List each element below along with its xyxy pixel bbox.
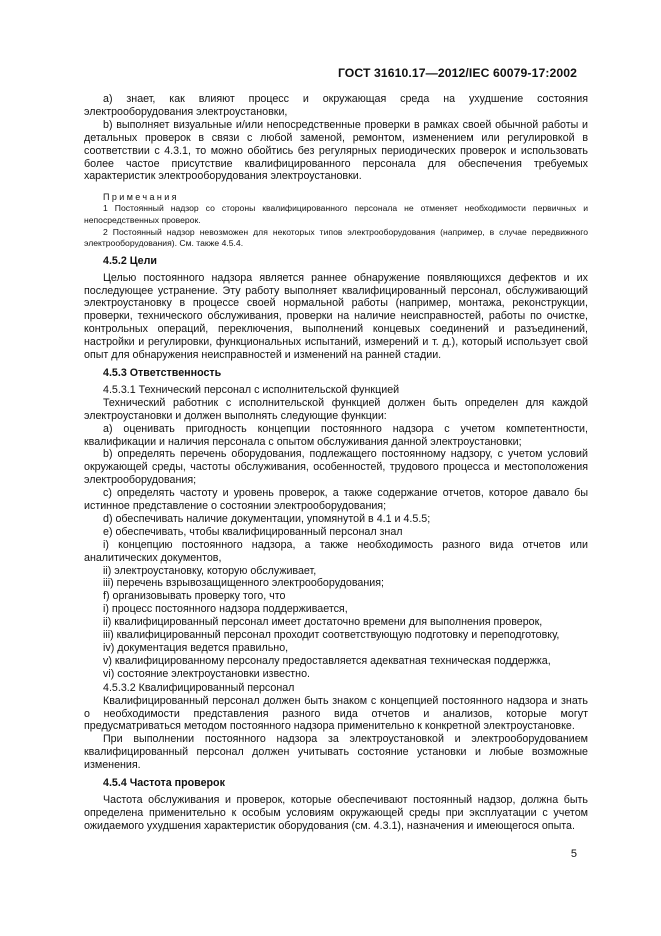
check-item-iv: iv) документация ведется правильно,	[103, 642, 289, 654]
notes-heading: Примечания	[103, 192, 179, 203]
know-item-i: i) концепцию постоянного надзора, а также необходимость разного вида отчетов или аналитических документов,	[84, 538, 588, 564]
subsection-4-5-3-1-title: 4.5.3.1 Технический персонал с исполнительской функцией	[103, 383, 400, 396]
check-item-vi: vi) состояние электроустановки известно.	[103, 667, 310, 680]
subsection-4-5-3-2-title: 4.5.3.2 Квалифицированный персонал	[103, 681, 295, 694]
duty-b: b) определять перечень оборудования, подлежащего постоянному надзору, с учетом условий окружающей среды, частоты обслуживания, особенностей, трудового процесса и местоположения электрооборудования;	[84, 448, 588, 487]
list-item-a: a) знает, как влияют процесс и окружающая среда на ухудшение состояния электрооборудования электроустановки,	[84, 93, 588, 118]
standard-code-header: ГОСТ 31610.17—2012/IEC 60079-17:2002	[337, 66, 577, 80]
note-2: 2 Постоянный надзор невозможен для некоторых типов электрооборудования (например, в случае передвижного электрооборудования). См. также 4.5.4.	[84, 226, 588, 249]
know-item-ii: ii) электроустановку, которую обслуживает,	[103, 564, 317, 577]
check-item-ii: ii) квалифицированный персонал имеет достаточно времени для выполнения проверок,	[103, 616, 543, 629]
duty-f: f) организовывать проверку того, что	[103, 590, 286, 603]
subsection-4-5-3-2-para-1: Квалифицированный персонал должен быть знаком с концепцией постоянного надзора и знать о необходимости представления разного вида отчетов и анализов, которые могут предусматриваться методом постоянного надзора применительно к конкретной электроустановке.	[84, 694, 588, 733]
duty-a: a) оценивать пригодность концепции постоянного надзора с учетом компетентности, квалификации и наличия персонала с опытом обслуживания данной электроустановки;	[84, 422, 588, 448]
duty-d: d) обеспечивать наличие документации, упомянутой в 4.1 и 4.5.5;	[103, 512, 431, 525]
subsection-4-5-3-1-intro: Технический работник с исполнительской функцией должен быть определен для каждой электроустановки и должен выполнять следующие функции:	[84, 396, 588, 422]
section-4-5-4-title: 4.5.4 Частота проверок	[103, 777, 225, 790]
check-item-v: v) квалифицированному персоналу предоставляется адекватная техническая поддержка,	[103, 654, 551, 667]
list-item-b: b) выполняет визуальные и/или непосредственные проверки в рамках своей обычной работы и детальных проверок в связи с любой заменой, ремонтом, изменением или регулировкой в соответствии с 4.3.1, то можно обойтись без регулярных периодических проверок и использовать более частое присутствие квалифицированного персонала для обеспечения требуемых характеристик электрооборудования электроустановки.	[84, 118, 588, 183]
check-item-i: i) процесс постоянного надзора поддерживается,	[103, 603, 348, 616]
section-4-5-3-title: 4.5.3 Ответственность	[103, 366, 222, 379]
duty-c: c) определять частоту и уровень проверок, а также содержание отчетов, которое давало бы истинное представление о состоянии электрооборудования;	[84, 487, 588, 513]
note-1: 1 Постоянный надзор со стороны квалифицированного персонала не отменяет необходимости первичных и непосредственных проверок.	[84, 203, 588, 225]
section-4-5-2-title: 4.5.2 Цели	[103, 254, 157, 267]
page-content	[84, 93, 588, 833]
duty-e: e) обеспечивать, чтобы квалифицированный персонал знал	[103, 525, 403, 538]
know-item-iii: iii) перечень взрывозащищенного электрооборудования;	[103, 577, 384, 590]
page-number: 5	[570, 848, 577, 860]
section-4-5-4-text: Частота обслуживания и проверок, которые обеспечивают постоянный надзор, должна быть определена применительно к особым условиям окружающей среды при эксплуатации с учетом ожидаемого ухудшения характеристик оборудования (см. 4.3.1), назначения и имеющегося опыта.	[84, 793, 588, 832]
subsection-4-5-3-2-para-2: При выполнении постоянного надзора за электроустановкой и электрооборудованием квалифицированный персонал должен учитывать состояние установки и любые возможные изменения.	[84, 733, 588, 772]
section-4-5-2-text: Целью постоянного надзора является раннее обнаружение появляющихся дефектов и их последующее устранение. Эту работу выполняет квалифицированный персонал, обслуживающий электроустановку в процессе своей нормальной работы (например, монтажа, реконструкции, проверки, технического обслуживания, проверки на наличие неисправностей, работы по очистке, контрольных операций, переключения, выполнений концевых соединений и разъединений, настройки и регулировки, функциональных испытаний, измерений и т. д.), который использует свой опыт для обнаружения неисправностей и изменений на ранней стадии.	[84, 271, 588, 362]
check-item-iii: iii) квалифицированный персонал проходит соответствующую подготовку и переподготовку,	[103, 629, 560, 642]
